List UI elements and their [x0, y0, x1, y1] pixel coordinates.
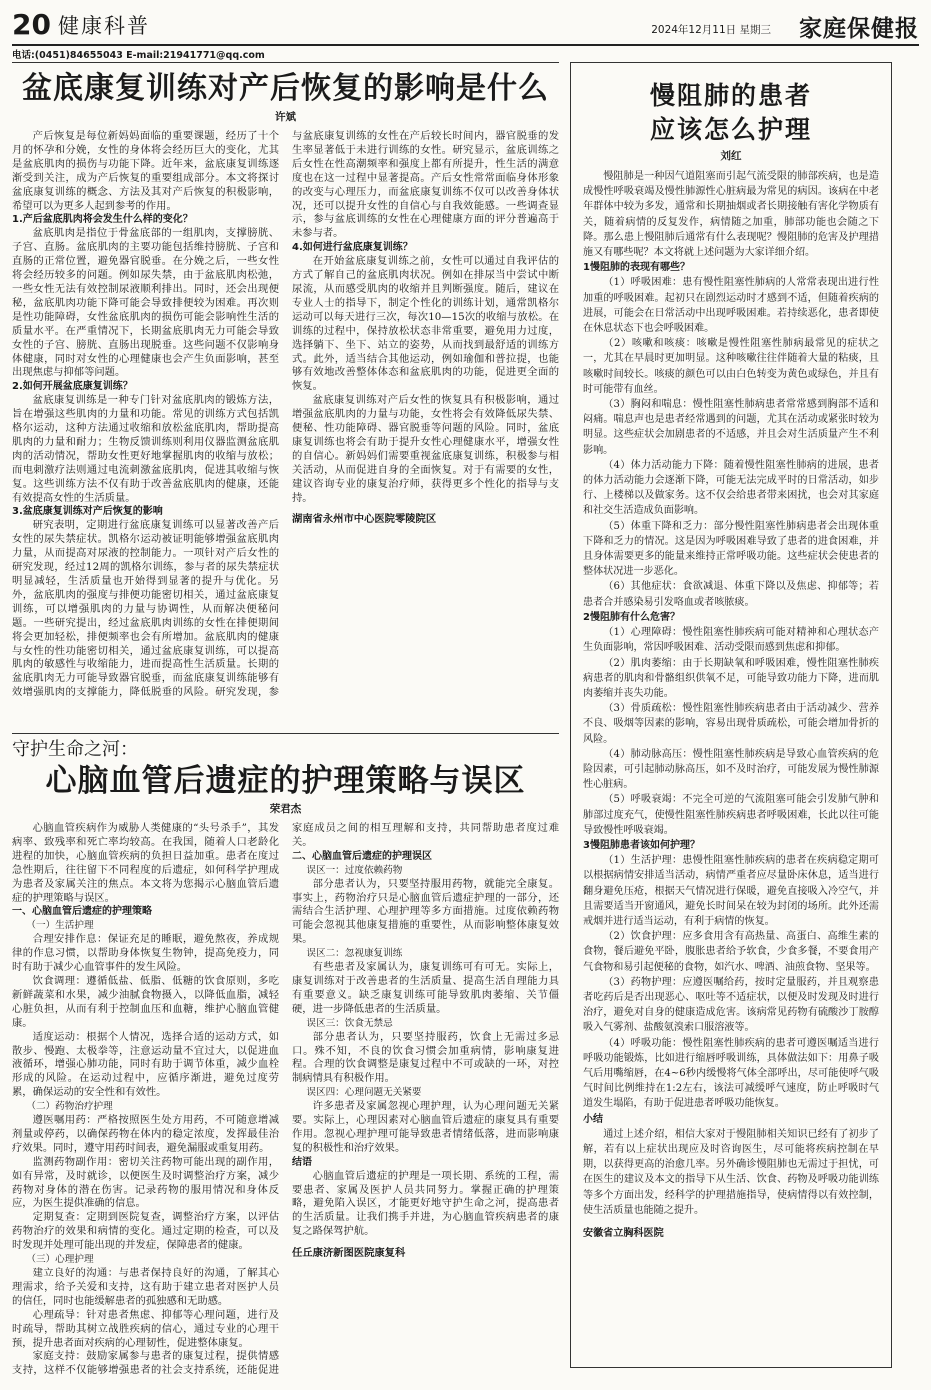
subsection-heading: 误区三：饮食无禁忌: [306, 1017, 393, 1029]
body-paragraph: （6）其他症状：食欲减退、体重下降以及焦虑、抑郁等；若患者合并感染易引发咯血或者咳脓痰。: [583, 581, 879, 608]
body-paragraph: 通过上述介绍，相信大家对于慢阻肺相关知识已经有了初步了解，若有以上症状出现应及时咨询医生，尽可能将疾病控制在早期，以获得更高的治愈几率。另外确诊慢阻肺也无需过于担忧，可在医生的建议及本文的指导下从生活、饮食、药物及呼吸功能训练等多个方面出发，经科学的护理措施指导，使病情得以有效控制，使生活质量也能随之提升。: [583, 1128, 879, 1216]
body-paragraph: 盆底康复训练是一种专门针对盆底肌肉的锻炼方法，旨在增强这些肌肉的力量和功能。常见的训练方式包括凯格尔运动，这种方法通过收缩和放松盆底肌肉，帮助提高肌肉的力量和耐力；生物反馈训练则利用仪器监测盆底肌肉的活动情况，帮助女性更好地掌握肌肉的收缩与放松；而电刺激疗法则通过电流刺激盆底肌肉，促进其收缩与恢复。这些训练方法不仅有助于改善盆底肌肉的健康，还能有效提高女性的生活质量。: [12, 394, 279, 504]
section-heading: 2.如何开展盆底康复训练？: [12, 381, 133, 393]
body-paragraph: （1）呼吸困难：患有慢性阻塞性肺病的人常常表现出进行性加重的呼吸困难。起初只在剧烈运动时才感到不适，但随着疾病的进展，可能会在日常活动中出现呼吸困难。若持续恶化，患者即使在休息状态下也会呼吸困难。: [583, 277, 879, 335]
body-paragraph: （3）药物护理：应遵医嘱给药，按时定量服药，并且观察患者吃药后是否出现恶心、呕吐等不适症状，以便及时发现及时进行治疗，避免对自身的健康造成危害。该病常见药物有硫酸沙丁胺醇吸入气雾剂、盐酸氨溴索口服溶液等。: [583, 976, 879, 1034]
section-heading: 3.盆底康复训练对产后恢复的影响: [12, 506, 163, 518]
subsection-heading: 误区四：心理问题无关紧要: [306, 1087, 422, 1099]
body-paragraph: 在开始盆底康复训练之前，女性可以通过自我评估的方式了解自己的盆底肌肉状况。例如在排尿当中尝试中断尿流，从而感受肌肉的收缩并且判断强度。随后，建议在专业人士的指导下，制定个性化的训练计划，通常凯格尔运动可以每天进行三次，每次10—15次的收缩与放松。在训练的过程中，保持放松状态非常重要，避免用力过度，选择躺下、坐下、站立的姿势，从而找到最舒适的训练方式。此外，适当结合其他运动，例如瑜伽和普拉提，也能够有效地改善整体体态和盆底肌肉的功能，促进更全面的恢复。: [292, 255, 559, 393]
body-paragraph: 部分患者认为，只要坚持服药，饮食上无需过多忌口。殊不知，不良的饮食习惯会加重病情，影响康复进程。合理的饮食调整是康复过程中不可或缺的一环，对控制病情具有积极作用。: [292, 1030, 559, 1085]
section-heading: 1慢阻肺的表现有哪些？: [583, 262, 690, 274]
body-paragraph: 心理疏导：针对患者焦虑、抑郁等心理问题，进行及时疏导，帮助其树立战胜疾病的信心，通过专业的心理干预，提升患者面对疾病的心理韧性，促进整体康复。: [12, 1308, 279, 1349]
subsection-heading: （一）生活护理: [26, 920, 94, 932]
body-paragraph: （4）体力活动能力下降：随着慢性阻塞性肺病的进展，患者的体力活动能力会逐渐下降，可能无法完成平时的日常活动，如步行、上楼梯以及做家务。这不仅会给患者带来困扰，也会对其家庭和社交生活造成负面影响。: [583, 459, 879, 517]
subsection-heading: （二）药物治疗护理: [26, 1101, 113, 1113]
body-paragraph: （5）呼吸衰竭：不完全可逆的气流阻塞可能会引发肺气肿和肺部过度充气，使慢性阻塞性肺疾病患者呼吸困难，长此以往可能导致慢性呼吸衰竭。: [583, 794, 879, 836]
body-paragraph: 部分患者认为，只要坚持服用药物，就能完全康复。事实上，药物治疗只是心脑血管后遗症护理的一部分，还需结合生活护理、心理护理等多方面措施。过度依赖药物可能会忽视其他康复措施的重要性，从而影响整体康复效果。: [292, 877, 559, 946]
body-paragraph: 心脑血管后遗症的护理是一项长期、系统的工程，需要患者、家属及医护人员共同努力。掌握正确的护理策略，避免陷入误区，才能更好地守护生命之河，提高患者的生活质量。让我们携手并进，为心脑血管疾病患者的康复之路保驾护航。: [292, 1169, 559, 1238]
article-body: [12, 130, 559, 710]
section-heading: 一、心脑血管后遗症的护理策略: [12, 906, 152, 918]
body-paragraph: （2）肌肉萎缩：由于长期缺氧和呼吸困难，慢性阻塞性肺疾病患者的肌肉和骨骼组织供氧不足，可能导致功能力下降，进而肌肉萎缩并丧失功能。: [583, 657, 879, 699]
issue-date: [651, 22, 771, 37]
body-paragraph: 家庭支持：鼓励家属参与患者的康复过程，提供情感支持，这样不仅能够增强患者的社会支持系统，还能促进家庭成员之间的相互理解和支持，共同帮助患者度过难关。: [12, 822, 559, 1377]
body-paragraph: （2）咳嗽和咳痰：咳嗽是慢性阻塞性肺病最常见的症状之一，尤其在早晨时更加明显。这种咳嗽往往伴随着大量的粘痰，且咳嗽时间较长。咳痰的颜色可以由白色转变为黄色或绿色，并且有时可能带有血丝。: [583, 338, 879, 395]
section-heading: 结语: [292, 1156, 312, 1168]
article-cardio-care: [12, 738, 559, 1382]
body-paragraph: 慢阻肺是一种因气道阻塞而引起气流受限的肺部疾病，也是造成慢性呼吸衰竭及慢性肺源性心脏病最为常见的病因。该病在中老年群体中较为多发，通常和长期抽烟或者长期接触有害化学物质有关，随着病情的反复发作，病情随之加重，肺部功能也会随之下降。那么患上慢阻肺后通常有什么表现呢？慢阻肺的危害及护理措施又有哪些呢？本文将就上述问题为大家详细介绍。: [583, 171, 879, 259]
article-body: [12, 822, 559, 1382]
body-paragraph: 许多患者及家属忽视心理护理，认为心理问题无关紧要。实际上，心理因素对心脑血管后遗症的康复具有重要作用。忽视心理护理可能导致患者情绪低落，进而影响康复的积极性和治疗效果。: [292, 1100, 559, 1154]
section-heading: 小结: [583, 1113, 603, 1125]
body-paragraph: 建立良好的沟通：与患者保持良好的沟通，了解其心理需求，给予关爱和支持，这有助于建立患者对医护人员的信任，同时也能缓解患者的孤独感和无助感。: [12, 1267, 279, 1307]
body-paragraph: 盆底肌肉是指位于骨盆底部的一组肌肉，支撑膀胱、子宫、直肠。盆底肌肉的主要功能包括维持膀胱、子宫和直肠的正常位置，避免器官脱垂。在分娩之后，一些女性将会经历较多的问题。例如尿失禁，由于盆底肌肉松弛，一些女性无法有效控制尿液顺利排出。同时，还会出现便秘，盆底肌肉功能下降可能会导致排便较为困难。再次则是性功能障碍，女性盆底肌肉的损伤可能会影响性生活的质量水平。在严重情况下，长期盆底肌肉无力可能会导致女性的子宫、膀胱、直肠出现脱垂。这些问题不仅影响身体健康，同时对女性的心理健康也会产生负面影响，甚至出现焦虑与抑郁等问题。: [12, 227, 279, 379]
section-name: 健康科普: [58, 14, 150, 38]
article-title: [583, 79, 879, 147]
subsection-heading: 误区二：忽视康复训练: [306, 948, 403, 960]
section-heading: 2慢阻肺有什么危害？: [583, 611, 680, 623]
section-heading: 3慢阻肺患者该如何护理？: [583, 839, 700, 851]
article-author: 荣君杰: [269, 803, 302, 815]
body-paragraph: （5）体重下降和乏力：部分慢性阻塞性肺病患者会出现体重下降和乏力的情况。这是因为呼吸困难导致了患者的进食困难，并且身体需要更多的能量来维持正常呼吸功能。这些症状会使患者的整体状况进一步恶化。: [583, 520, 879, 578]
masthead: [12, 8, 919, 46]
body-paragraph: （2）饮食护理：应多食用含有高热量、高蛋白、高维生素的食物，餐后避免平卧，腹胀患者给予软食，少食多餐，不要食用产气食物和易引起便秘的食物，如汽水、啤酒、油煎食物、坚果等。: [583, 931, 879, 973]
body-paragraph: 适度运动：根据个人情况，选择合适的运动方式，如散步、慢跑、太极拳等，注意运动量不宜过大，以促进血液循环，增强心肺功能，同时有助于调节体重，减少血栓形成的风险。在运动过程中，应循序渐进，避免过度劳累，确保运动的安全性和有效性。: [12, 1030, 279, 1099]
column-rule-middle: [12, 733, 559, 734]
issue-weekday: 星期三: [739, 24, 771, 36]
body-paragraph: （1）心理障碍：慢性阻塞性肺疾病可能对精神和心理状态产生负面影响，常因呼吸困难、活动受限而感到焦虑和抑郁。: [583, 627, 879, 654]
author-affiliation: 安徽省立胸科医院: [583, 1228, 664, 1240]
body-paragraph: 心脑血管疾病作为威胁人类健康的“头号杀手”，其发病率、致残率和死亡率均较高。在我国，随着人口老龄化进程的加快，心脑血管疾病的负担日益加重。患者在度过急性期后，往往留下不同程度的后遗症，如何科学护理成为患者及家属关注的焦点。本文将为您揭示心脑血管后遗症的护理策略与误区。: [12, 822, 279, 904]
paper-name: 家庭保健报: [799, 15, 919, 42]
article-title: 盆底康复训练对产后恢复的影响是什么: [22, 71, 549, 106]
column-rule-top: [12, 62, 559, 63]
article-author: 刘红: [720, 150, 742, 162]
article-title-line-2: 应该怎么护理: [649, 115, 812, 144]
body-paragraph: 产后恢复是每位新妈妈面临的重要课题，经历了十个月的怀孕和分娩，女性的身体将会经历巨大的变化，尤其是盆底肌肉的损伤与功能下降。近年来，盆底康复训练逐渐受到关注，成为产后恢复的重要组成部分。本文将探讨盆底康复训练的概念、方法及其对产后恢复的积极影响，希望可以为更多人起到参考的作用。: [12, 130, 279, 212]
body-paragraph: 监测药物副作用：密切关注药物可能出现的副作用，如有异常，及时就诊，以便医生及时调整治疗方案，减少药物对身体的潜在伤害。记录药物的服用情况和身体反应，为医生提供准确的信息。: [12, 1155, 279, 1210]
article-body: [583, 169, 879, 1241]
article-title-line-1: 慢阻肺的患者: [649, 81, 812, 110]
section-heading: 1.产后盆底肌肉将会发生什么样的变化？: [12, 214, 193, 226]
contact-line: 电话:(0451)84655043 E-mail:21941771@qq.com: [12, 50, 265, 61]
article-author: 许斌: [275, 111, 296, 123]
subsection-heading: （三）心理护理: [26, 1254, 94, 1266]
issue-date-value: 2024年12月11日: [651, 24, 737, 36]
section-heading: 4.如何进行盆底康复训练？: [292, 242, 413, 254]
body-paragraph: 定期复查：定期到医院复查，调整治疗方案，以评估药物治疗的效果和病情的变化。通过定期的检查，可以及时发现并处理可能出现的并发症，保障患者的健康。: [12, 1211, 279, 1252]
author-affiliation: 任丘康济新图医院康复科: [292, 1247, 406, 1260]
subsection-heading: 误区一：过度依赖药物: [306, 864, 403, 876]
article-title: 心脑血管后遗症的护理策略与误区: [45, 763, 526, 799]
body-paragraph: 饮食调理：遵循低盐、低脂、低糖的饮食原则，多吃新鲜蔬菜和水果，减少油腻食物摄入，以降低血脂，减轻心脏负担，从而有利于控制血压和血糖，维护心脑血管健康。: [12, 974, 279, 1029]
article-kicker: 守护生命之河：: [12, 739, 138, 760]
body-paragraph: （3）骨质疏松：慢性阻塞性肺疾病患者由于活动减少、营养不良、吸烟等因素的影响，容易出现骨质疏松，可能会增加骨折的风险。: [583, 703, 879, 745]
body-paragraph: 有些患者及家属认为，康复训练可有可无。实际上，康复训练对于改善患者的生活质量、提高生活自理能力具有重要意义。缺乏康复训练可能导致肌肉萎缩、关节僵硬，进一步降低患者的生活质量。: [292, 961, 559, 1015]
body-paragraph: （4）呼吸功能：慢性阻塞性肺疾病的患者可遵医嘱适当进行呼吸功能锻炼，比如进行缩唇呼吸训练，具体做法如下：用鼻子吸气后用嘴缩唇，在4~6秒内缓慢将气体全部呼出，尽可能使呼气吸气时间比例维持在1:2左右，该法可减缓呼气速度，防止呼吸时气道发生塌陷，有助于促进患者呼吸功能恢复。: [583, 1037, 879, 1110]
article-pelvic-floor: [12, 70, 559, 710]
article-copd-care: [570, 62, 892, 1368]
body-paragraph: （4）肺动脉高压：慢性阻塞性肺疾病是导致心血管疾病的危险因素，可引起肺动脉高压，如不及时治疗，可能发展为慢性肺源性心脏病。: [583, 748, 879, 791]
body-paragraph: 合理安排作息：保证充足的睡眠，避免熬夜，养成规律的作息习惯，以帮助身体恢复生物钟，提高免疫力，同时有助于减少心血管事件的发生风险。: [12, 933, 279, 974]
body-paragraph: 遵医嘱用药：严格按照医生处方用药，不可随意增减剂量或停药，以确保药物在体内的稳定浓度，发挥最佳治疗效果。同时，遵守用药时间表，避免漏服或重复用药。: [12, 1114, 279, 1154]
body-paragraph: （1）生活护理：患慢性阻塞性肺疾病的患者在疾病稳定期可以根据病情安排适当活动，病情严重者应尽量卧床休息，适当进行翻身避免压疮，根据天气情况进行保暖，避免直接吸入冷空气，并且需要适当开窗通风，避免长时间呆在较为封闭的场所。此外还需戒烟并进行适当运动，有利于病情的恢复。: [583, 855, 879, 927]
section-heading: 二、心脑血管后遗症的护理误区: [292, 850, 432, 862]
author-affiliation: 湖南省永州市中心医院零陵院区: [292, 513, 437, 526]
body-paragraph: 研究表明，定期进行盆底康复训练可以显著改善产后女性的尿失禁症状。凯格尔运动被证明能够增强盆底肌肉力量，从而提高对尿液的控制能力。一项针对产后女性的研究发现，经过12周的凯格尔训练，参与者的尿失禁症状明显减轻，生活质量也开始得到显著的提升与优化。另外，盆底肌肉的强度与排便功能密切相关，通过盆底康复训练，可以增强肌肉的力量与协调性，从而解决便秘问题。一些研究提出，经过盆底肌肉训练的女性在排便期间将会更加轻松，排便频率也会有所增加。盆底肌肉的健康与女性的性功能密切相关，通过盆底康复训练，可以提高肌肉的敏感性与收缩能力，进而提高性生活质量。长期的盆底肌肉无力可能导致器官脱垂，而盆底康复训练能够有效增强肌肉的支撑能力，降低脱垂的风险。研究发现，参与盆底康复训练的女性在产后较长时间内，器官脱垂的发生率显著低于未进行训练的女性。研究显示，盆底训练之后女性在性高潮频率和强度上都有所提升，性生活的满意度也在这一过程中显著提高。产后女性常常面临身体形象的改变与心理压力，而盆底康复训练不仅可以改善身体状况，还可以提升女性的自信心与自我效能感。一些调查显示，参与盆底训练的女性在心理健康方面的评分普遍高于未参与者。: [12, 130, 559, 699]
body-paragraph: （3）胸闷和喘息：慢性阻塞性肺病患者常常感到胸部不适和闷痛。喘息声也是患者经常遇到的问题，尤其在活动或紧张时较为明显。这些症状会加剧患者的不适感，并且会对生活质量产生不利影响。: [583, 399, 879, 456]
body-paragraph: 盆底康复训练对产后女性的恢复具有积极影响，通过增强盆底肌肉的力量与功能，女性将会有效降低尿失禁、便秘、性功能障碍、器官脱垂等问题的风险。同时，盆底康复训练也将会有助于提升女性心理健康水平，增强女性的自信心。新妈妈们需要重视盆底康复训练，积极参与相关活动，从而促进自身的全面恢复。对于有需要的女性，建议咨询专业的康复治疗师，获得更多个性化的指导与支持。: [292, 394, 559, 504]
page-number: 20: [12, 8, 51, 41]
